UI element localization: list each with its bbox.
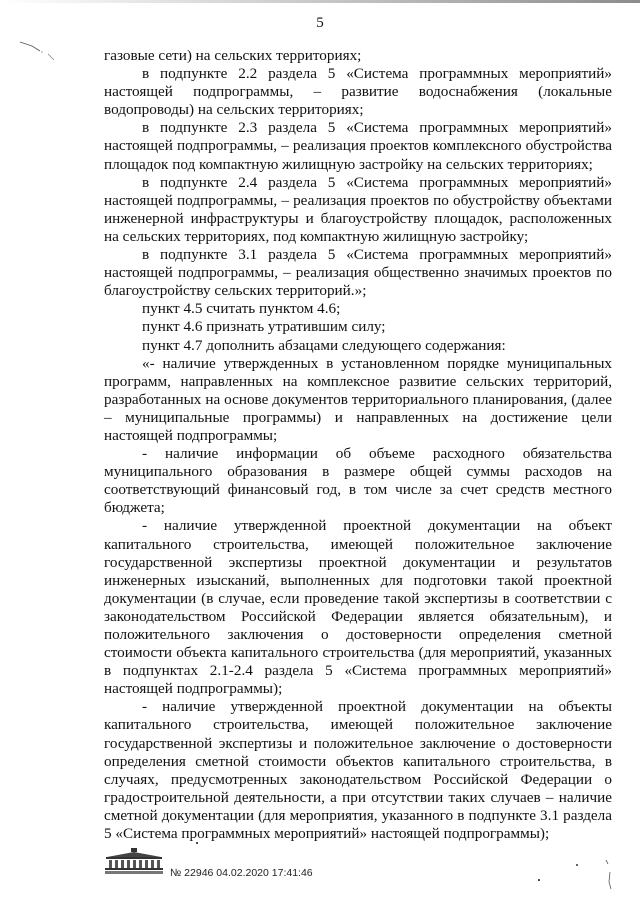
scan-speck — [576, 864, 578, 866]
document-body — [104, 47, 612, 843]
scan-edge-shadow — [0, 0, 640, 3]
paragraph: «- наличие утвержденных в установленном порядке муниципальных программ, направленных на комплексное развитие сельских территорий, разработанных на основе документов территориального планирования, (далее – муниципальные программы) и направленных на достижение цели настоящей подпрограммы; — [104, 354, 612, 444]
paragraph: пункт 4.5 считать пунктом 4.6; — [142, 300, 341, 318]
paragraph: пункт 4.7 дополнить абзацами следующего содержания: — [142, 336, 506, 354]
scan-speck — [196, 842, 198, 844]
paragraph: газовые сети) на сельских территориях; — [104, 47, 362, 64]
government-building-logo-icon — [103, 847, 165, 875]
paragraph: - наличие утвержденной проектной документации на объект капитального строительства, имеющей положительное заключение государственной экспертизы проектной документации и результатов инженерных изысканий, выполненных для подготовки такой проектной документации (в случае, если проведение такой экспертизы в соответствии с законодательством Российской Федерации является обязательным), и положительного заключения о достоверности определения сметной стоимости объекта капитального строительства (для мероприятий, указанных в подпунктах 2.1-2.4 раздела 5 «Система программных мероприятий» настоящей подпрограммы); — [104, 517, 612, 698]
paragraph: - наличие утвержденной проектной документации на объекты капитального строительства, имеющей положительное заключение государственной экспертизы и положительное заключение о достоверности определения сметной стоимости объектов капитального строительства, в случаях, предусмотренных законодательством Российской Федерации о градостроительной деятельности, а при отсутствии таких случаев – наличие сметной документации (для мероприятия, указанного в подпункте 3.1 раздела 5 «Система программных мероприятий» настоящей подпрограммы); — [104, 698, 612, 843]
document-registration-stamp: № 22946 04.02.2020 17:41:46 — [170, 867, 313, 879]
scan-speck — [538, 879, 540, 881]
paragraph: в подпункте 2.4 раздела 5 «Система программных мероприятий» настоящей подпрограммы, – реализация проектов по обустройству объектами инженерной инфраструктуры и благоустройству площадок, расположенных на сельских территориях, под компактную жилищную застройку; — [104, 173, 612, 245]
paragraph: - наличие информации об объеме расходного обязательства муниципального образования в размере общей суммы расходов на соответствующий финансовый год, в том числе за счет средств местного бюджета; — [104, 445, 612, 517]
scan-mark-icon — [596, 858, 616, 892]
scan-mark-icon — [18, 38, 58, 62]
paragraph: в подпункте 3.1 раздела 5 «Система программных мероприятий» настоящей подпрограммы, – реализация общественно значимых проектов по благоустройству сельских территорий.»; — [104, 246, 612, 300]
paragraph: в подпункте 2.2 раздела 5 «Система программных мероприятий» настоящей подпрограммы, – развитие водоснабжения (локальные водопроводы) на сельских территориях; — [104, 65, 612, 119]
paragraph: пункт 4.6 признать утратившим силу; — [142, 318, 386, 336]
page-number: 5 — [316, 15, 324, 31]
paragraph: в подпункте 2.3 раздела 5 «Система программных мероприятий» настоящей подпрограммы, – реализация проектов комплексного обустройства площадок под компактную жилищную застройку на сельских территориях; — [104, 119, 612, 173]
